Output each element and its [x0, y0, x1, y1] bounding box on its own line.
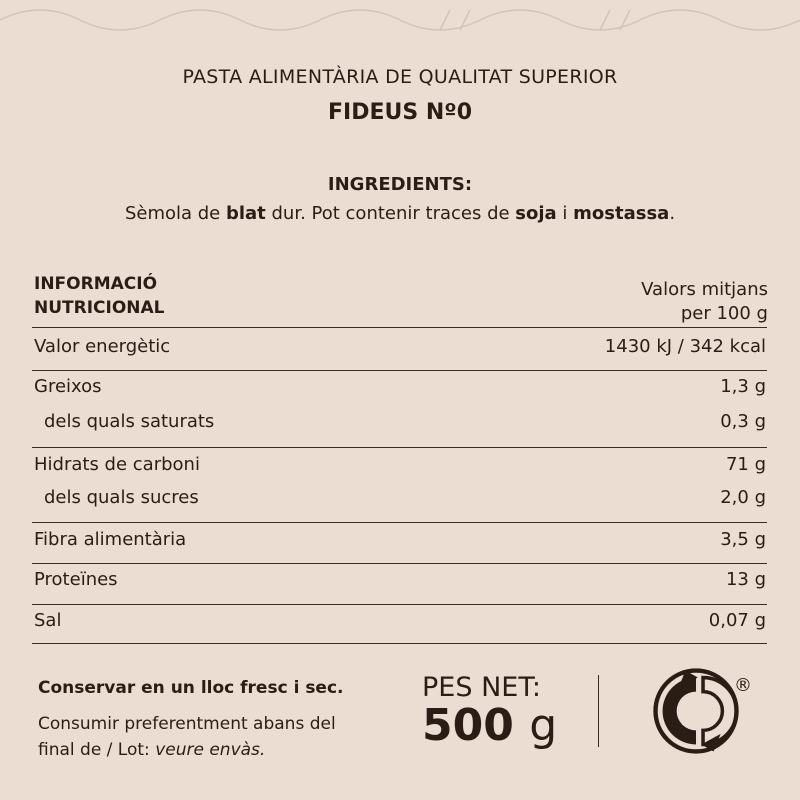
ingredients-heading: INGREDIENTS:: [327, 174, 473, 195]
table-rule: [32, 327, 767, 328]
nutrition-row-energy: [34, 336, 766, 362]
row-label: dels quals sucres: [44, 487, 199, 508]
registered-mark: ®: [734, 675, 752, 696]
storage-instruction: Conservar en un lloc fresc i sec.: [38, 678, 344, 698]
net-weight-unit: g: [529, 700, 558, 751]
best-before-line: Consumir preferentment abans del: [38, 714, 336, 734]
see-package-text: veure envàs.: [155, 740, 266, 760]
allergen-mustard: mostassa: [573, 203, 670, 224]
ingredients-text: [0, 203, 800, 224]
row-value: 3,5 g: [720, 529, 766, 550]
nutrition-row-fat: [34, 376, 766, 402]
nutrition-values-heading: [641, 278, 768, 326]
nutrition-heading-line1: INFORMACIÓ: [34, 274, 158, 294]
table-rule: [32, 643, 767, 644]
net-weight-number: 500: [422, 700, 514, 751]
nutrition-heading: [34, 272, 165, 320]
nutrition-row-fibre: [34, 529, 766, 555]
ingredients-part: i: [556, 203, 574, 224]
allergen-soy: soja: [515, 203, 557, 224]
row-label: dels quals saturats: [44, 411, 215, 432]
row-label: Proteïnes: [34, 569, 118, 590]
row-value: 71 g: [725, 454, 766, 475]
table-rule: [32, 447, 767, 448]
nutrition-row-protein: [34, 569, 766, 595]
row-label: Valor energètic: [34, 336, 171, 357]
row-value: 0,07 g: [708, 610, 766, 631]
nutrition-row-sugars: [34, 487, 766, 513]
product-subtitle: PASTA ALIMENTÀRIA DE QUALITAT SUPERIOR: [182, 66, 618, 88]
table-rule: [32, 370, 767, 371]
nutrition-row-saturated: [34, 411, 766, 437]
table-rule: [32, 563, 767, 564]
row-label: Hidrats de carboni: [34, 454, 200, 475]
decorative-pattern: [0, 0, 800, 40]
ingredients-part: dur. Pot contenir traces de: [265, 203, 516, 224]
row-value: 1430 kJ / 342 kcal: [604, 336, 766, 357]
row-value: 13 g: [725, 569, 766, 590]
best-before-text: [38, 711, 378, 763]
vertical-divider: [598, 675, 599, 747]
nutrition-row-carbs: [34, 454, 766, 480]
table-rule: [32, 604, 767, 605]
table-rule: [32, 522, 767, 523]
row-label: Greixos: [34, 376, 102, 397]
values-heading-line1: Valors mitjans: [641, 279, 768, 300]
row-value: 0,3 g: [720, 411, 766, 432]
row-label: Sal: [34, 610, 62, 631]
row-value: 2,0 g: [720, 487, 766, 508]
nutrition-row-salt: [34, 610, 766, 636]
nutrition-heading-line2: NUTRICIONAL: [34, 298, 165, 318]
ingredients-part: Sèmola de: [124, 203, 226, 224]
net-weight-label: PES NET:: [422, 672, 541, 703]
row-value: 1,3 g: [720, 376, 766, 397]
net-weight-value: [422, 700, 557, 751]
values-heading-line2: per 100 g: [680, 303, 768, 324]
allergen-wheat: blat: [225, 203, 266, 224]
product-title: FIDEUS Nº0: [328, 100, 472, 125]
lot-label: final de / Lot:: [38, 740, 156, 760]
ingredients-part: .: [669, 203, 676, 224]
row-label: Fibra alimentària: [34, 529, 187, 550]
green-dot-recycling-icon: [652, 667, 740, 755]
